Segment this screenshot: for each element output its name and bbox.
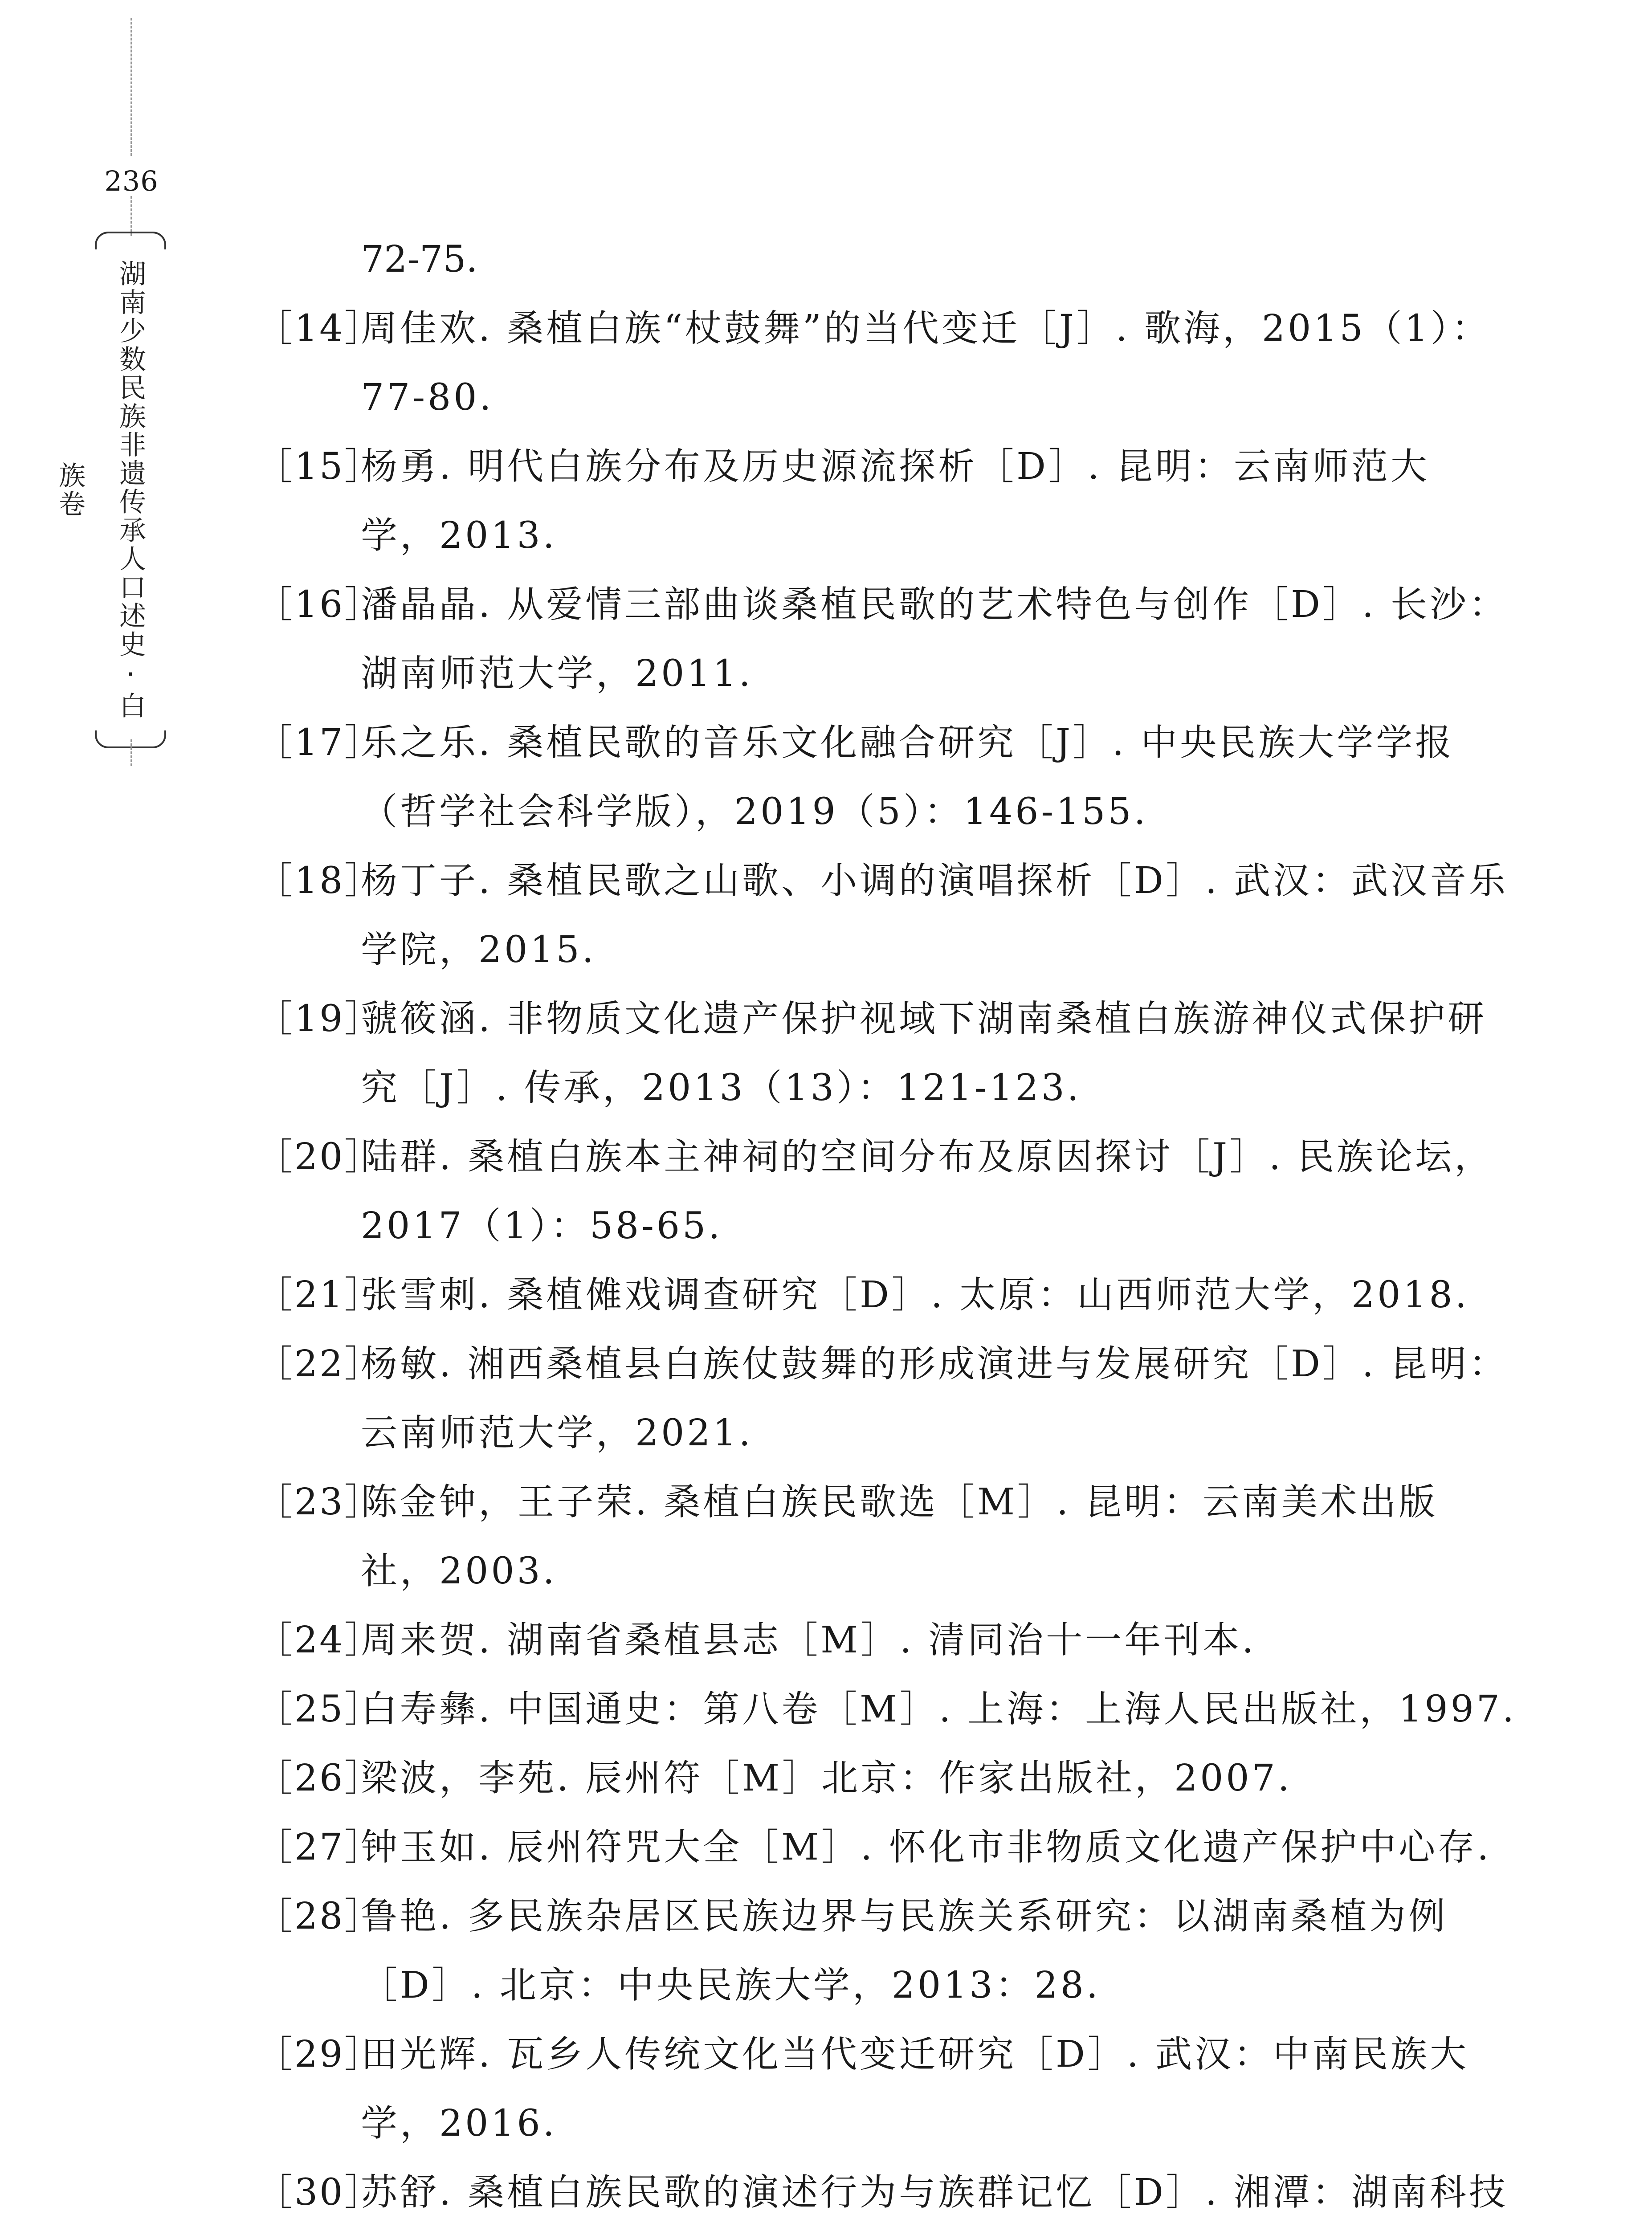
reference-entry xyxy=(256,1675,1517,1744)
reference-text xyxy=(361,1468,1445,1606)
reference-text xyxy=(361,1744,1445,1813)
reference-entry xyxy=(256,1744,1445,1813)
reference-entry xyxy=(256,984,1487,1122)
reference-text xyxy=(361,1122,1494,1260)
reference-text-line: 苏舒. 桑植白族民歌的演述行为与族群记忆［D］. 湘潭：湖南科技 xyxy=(361,2171,1509,2214)
reference-text-line: 虢筱涵. 非物质文化遗产保护视域下湖南桑植白族游神仪式保护研 xyxy=(361,998,1487,1040)
reference-entry xyxy=(256,1122,1494,1260)
reference-number: ［27］ xyxy=(256,1826,383,1868)
reference-list xyxy=(256,225,1517,2227)
reference-text-line: ［D］. 北京：中央民族大学，2013：28. xyxy=(361,1964,1101,2007)
reference-text-line: 周佳欢. 桑植白族“杖鼓舞”的当代变迁［J］. 歌海，2015（1）： xyxy=(361,307,1491,350)
reference-text xyxy=(361,1260,1469,1330)
reference-text-line: 学，2013. xyxy=(361,514,557,557)
reference-text xyxy=(361,2020,1469,2158)
reference-text xyxy=(361,846,1509,984)
reference-entry xyxy=(256,2158,1509,2227)
reference-text xyxy=(361,1606,1445,1675)
reference-entry xyxy=(256,846,1509,984)
reference-entry xyxy=(256,2020,1469,2158)
reference-number: ［24］ xyxy=(256,1619,383,1661)
reference-text-line: 云南师范大学，2021. xyxy=(361,1412,753,1454)
reference-entry xyxy=(256,1606,1445,1675)
reference-text-line: 周来贺. 湖南省桑植县志［M］. 清同治十一年刊本. xyxy=(361,1619,1256,1661)
reference-entry xyxy=(256,570,1509,708)
reference-entry xyxy=(256,432,1445,570)
reference-number: ［18］ xyxy=(256,860,383,902)
reference-text-line: 田光辉. 瓦乡人传统文化当代变迁研究［D］. 武汉：中南民族大 xyxy=(361,2033,1469,2076)
reference-entry xyxy=(256,708,1455,846)
reference-text-line: 张雪刺. 桑植傩戏调查研究［D］. 太原：山西师范大学，2018. xyxy=(361,1274,1469,1316)
reference-text xyxy=(361,570,1509,708)
reference-text xyxy=(361,432,1445,570)
reference-number: ［22］ xyxy=(256,1343,383,1385)
page-number: 236 xyxy=(104,165,159,197)
reference-number: ［15］ xyxy=(256,445,383,488)
reference-text-line: 杨勇. 明代白族分布及历史源流探析［D］. 昆明：云南师范大 xyxy=(361,445,1430,488)
margin-rule-bottom xyxy=(131,739,132,766)
reference-text-line: 白寿彝. 中国通史：第八卷［M］. 上海：上海人民出版社，1997. xyxy=(361,1688,1517,1730)
reference-number: ［16］ xyxy=(256,583,383,626)
reference-number: ［28］ xyxy=(256,1895,383,1937)
reference-text-line: 77-80. xyxy=(361,376,494,419)
reference-text xyxy=(361,1813,1492,1882)
reference-number: ［20］ xyxy=(256,1136,383,1178)
reference-text-line: 学，2016. xyxy=(361,2102,557,2145)
reference-text-line: 学院，2015. xyxy=(361,929,596,971)
reference-text-line: 社，2003. xyxy=(361,1550,557,1592)
reference-number: ［14］ xyxy=(256,307,383,350)
reference-text-line: 陆群. 桑植白族本主神祠的空间分布及原因探讨［J］. 民族论坛， xyxy=(361,1136,1494,1178)
reference-text-line: 梁波，李苑. 辰州符［M］北京：作家出版社，2007. xyxy=(361,1757,1292,1799)
margin-rule-top xyxy=(131,18,132,156)
reference-number: ［25］ xyxy=(256,1688,383,1730)
reference-text xyxy=(361,984,1487,1122)
reference-text-line: 究［J］. 传承，2013（13）：121-123. xyxy=(361,1067,1081,1109)
reference-number: ［17］ xyxy=(256,722,383,764)
reference-text-line: 乐之乐. 桑植民歌的音乐文化融合研究［J］. 中央民族大学学报 xyxy=(361,722,1455,764)
reference-number: ［29］ xyxy=(256,2033,383,2076)
reference-text xyxy=(361,294,1491,432)
running-head-bracket-top xyxy=(95,232,166,249)
running-head: 湖南少数民族非遗传承人口述史·白族卷 xyxy=(54,260,146,720)
reference-text xyxy=(361,1675,1517,1744)
reference-text-line: 湖南师范大学，2011. xyxy=(361,653,753,695)
reference-entry xyxy=(256,1882,1448,2020)
reference-entry xyxy=(256,1813,1492,1882)
reference-text-line: （哲学社会科学版），2019（5）：146-155. xyxy=(361,791,1148,833)
reference-number: ［19］ xyxy=(256,998,383,1040)
reference-entry xyxy=(256,1260,1469,1330)
reference-continuation: 72-75. xyxy=(361,238,478,281)
reference-entry xyxy=(256,1330,1509,1468)
reference-text-line: 潘晶晶. 从爱情三部曲谈桑植民歌的艺术特色与创作［D］. 长沙： xyxy=(361,583,1509,626)
reference-text-line: 钟玉如. 辰州符咒大全［M］. 怀化市非物质文化遗产保护中心存. xyxy=(361,1826,1492,1868)
reference-text-line: 2017（1）：58-65. xyxy=(361,1205,723,1247)
reference-number: ［30］ xyxy=(256,2171,383,2214)
reference-text xyxy=(361,708,1455,846)
reference-entry xyxy=(256,294,1491,432)
reference-text xyxy=(361,1882,1448,2020)
reference-number: ［21］ xyxy=(256,1274,383,1316)
reference-number: ［26］ xyxy=(256,1757,383,1799)
reference-text-line: 杨丁子. 桑植民歌之山歌、小调的演唱探析［D］. 武汉：武汉音乐 xyxy=(361,860,1509,902)
margin-rule-middle xyxy=(131,196,132,236)
reference-entry xyxy=(256,1468,1445,1606)
reference-text-line: 陈金钟，王子荣. 桑植白族民歌选［M］. 昆明：云南美术出版 xyxy=(361,1481,1438,1523)
reference-number: ［23］ xyxy=(256,1481,383,1523)
reference-entries xyxy=(256,294,1517,2227)
reference-text-line: 鲁艳. 多民族杂居区民族边界与民族关系研究：以湖南桑植为例 xyxy=(361,1895,1448,1937)
reference-text-line: 杨敏. 湘西桑植县白族仗鼓舞的形成演进与发展研究［D］. 昆明： xyxy=(361,1343,1509,1385)
reference-text xyxy=(361,2158,1509,2227)
reference-text xyxy=(361,1330,1509,1468)
